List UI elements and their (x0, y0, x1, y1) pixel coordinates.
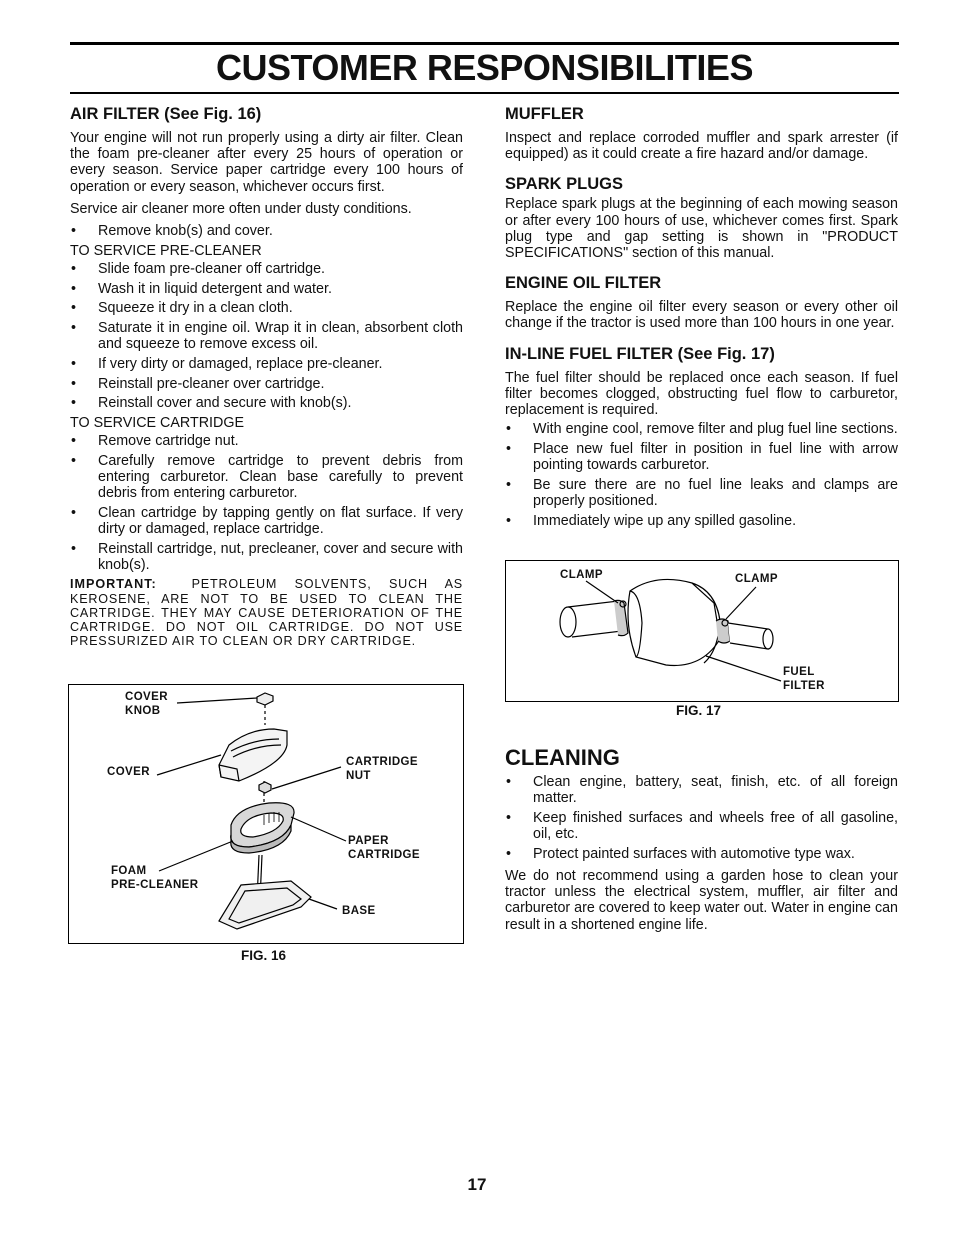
cover-knob-label: COVER KNOB (125, 691, 168, 717)
air-filter-diagram (69, 685, 463, 943)
right-column (505, 104, 898, 532)
fuel-filter-heading: IN-LINE FUEL FILTER (See Fig. 17) (505, 344, 775, 363)
list-item: • Remove knob(s) and cover. (70, 223, 463, 239)
list-item: • With engine cool, remove filter and plug fuel line sections. (505, 421, 898, 437)
list-item: • Clean cartridge by tapping gently on flat surface. If very dirty or damaged, replace cartridge. (70, 505, 463, 537)
fuel-filter-list (505, 421, 898, 529)
page-title: CUSTOMER RESPONSIBILITIES (216, 47, 753, 88)
important-text: PETROLEUM SOLVENTS, SUCH AS KEROSENE, ARE NOT TO BE USED TO CLEAN THE CARTRIDGE. THEY MAY CAUSE DETERIORATION OF THE CARTRIDGE. DO NOT OIL CARTRIDGE. DO NOT USE PRESSURIZED AIR TO CLEAN OR DRY CARTRIDGE. (70, 577, 463, 649)
list-item: • Reinstall cartridge, nut, precleaner, cover and secure with knob(s). (70, 541, 463, 573)
spark-plugs-text: Replace spark plugs at the beginning of each mowing season or after every 100 hours of use, whichever comes first. Spark plug type and gap setting is shown in "PRODUCT SPECIFICATIONS" section of this manual. (505, 196, 898, 262)
cartridge-nut-label: CARTRIDGE NUT (346, 756, 418, 782)
list-item: • Remove cartridge nut. (70, 433, 463, 449)
page-number: 17 (467, 1175, 487, 1194)
list-item: • Wash it in liquid detergent and water. (70, 281, 463, 297)
list-item: • Immediately wipe up any spilled gasoline. (505, 513, 898, 529)
list-item: • Clean engine, battery, seat, finish, etc. of all foreign matter. (505, 774, 898, 806)
list-item: • Reinstall pre-cleaner over cartridge. (70, 376, 463, 392)
important-label: IMPORTANT: (70, 577, 157, 592)
list-item: • Reinstall cover and secure with knob(s). (70, 395, 463, 411)
figure-17 (505, 560, 899, 702)
foam-pre-cleaner-label: FOAM PRE-CLEANER (111, 865, 199, 891)
cleaning-list (505, 774, 898, 862)
base-label: BASE (342, 905, 376, 917)
top-rule (70, 42, 899, 45)
list-item: • Saturate it in engine oil. Wrap it in clean, absorbent cloth and squeeze to remove excess oil. (70, 320, 463, 352)
list-item: • Place new fuel filter in position in fuel line with arrow pointing towards carburetor. (505, 441, 898, 473)
important-notice (70, 577, 463, 648)
cleaning-heading: CLEANING (505, 745, 620, 770)
pre-cleaner-list (70, 261, 463, 412)
cleaning-text: We do not recommend using a garden hose to clean your tractor unless the electrical system, muffler, air filter and carburetor are covered to keep water out. Water in engine can result in a shortened engine life. (505, 868, 898, 933)
list-item: • Be sure there are no fuel line leaks and clamps are properly positioned. (505, 477, 898, 509)
cartridge-heading: TO SERVICE CARTRIDGE (70, 415, 244, 432)
air-filter-para1: Your engine will not run properly using a dirty air filter. Clean the foam pre-cleaner after every 25 hours of operation or every season. Service paper cartridge every 100 hours of operation or every season, whichever occurs first. (70, 130, 463, 195)
left-column (70, 104, 463, 648)
paper-cartridge-label: PAPER CARTRIDGE (348, 835, 420, 861)
spark-plugs-heading: SPARK PLUGS (505, 175, 623, 194)
list-item: • Squeeze it dry in a clean cloth. (70, 300, 463, 316)
fig17-caption: FIG. 17 (676, 703, 722, 718)
muffler-heading: MUFFLER (505, 105, 584, 123)
fuel-filter-text: The fuel filter should be replaced once each season. If fuel filter becomes clogged, obstructing fuel flow to carburetor, replacement is required. (505, 369, 898, 419)
muffler-text: Inspect and replace corroded muffler and spark arrester (if equipped) as it could create a fire hazard and/or damage. (505, 130, 898, 163)
cleaning-section (505, 745, 898, 939)
pre-cleaner-heading: TO SERVICE PRE-CLEANER (70, 242, 262, 259)
air-filter-para2: Service air cleaner more often under dusty conditions. (70, 200, 412, 217)
list-item: • Protect painted surfaces with automotive type wax. (505, 846, 898, 862)
fig16-caption: FIG. 16 (241, 948, 287, 963)
list-item: • Slide foam pre-cleaner off cartridge. (70, 261, 463, 277)
list-item: • Keep finished surfaces and wheels free of all gasoline, oil, etc. (505, 810, 898, 842)
air-filter-top-list (70, 223, 463, 239)
bottom-rule (70, 92, 899, 94)
cover-label: COVER (107, 766, 150, 778)
fuel-filter-label: FUEL FILTER (783, 666, 825, 692)
clamp-right-label: CLAMP (735, 573, 778, 585)
cartridge-list (70, 433, 463, 573)
air-filter-heading: AIR FILTER (See Fig. 16) (70, 105, 262, 123)
clamp-left-label: CLAMP (560, 569, 603, 581)
oil-filter-text: Replace the engine oil filter every season or every other oil change if the tractor is used more than 100 hours in one year. (505, 299, 898, 332)
list-item: • If very dirty or damaged, replace pre-cleaner. (70, 356, 463, 372)
list-item: • Carefully remove cartridge to prevent debris from entering carburetor. Clean base carefully to prevent debris from entering carburetor. (70, 453, 463, 502)
oil-filter-heading: ENGINE OIL FILTER (505, 274, 662, 293)
figure-16 (68, 684, 464, 944)
